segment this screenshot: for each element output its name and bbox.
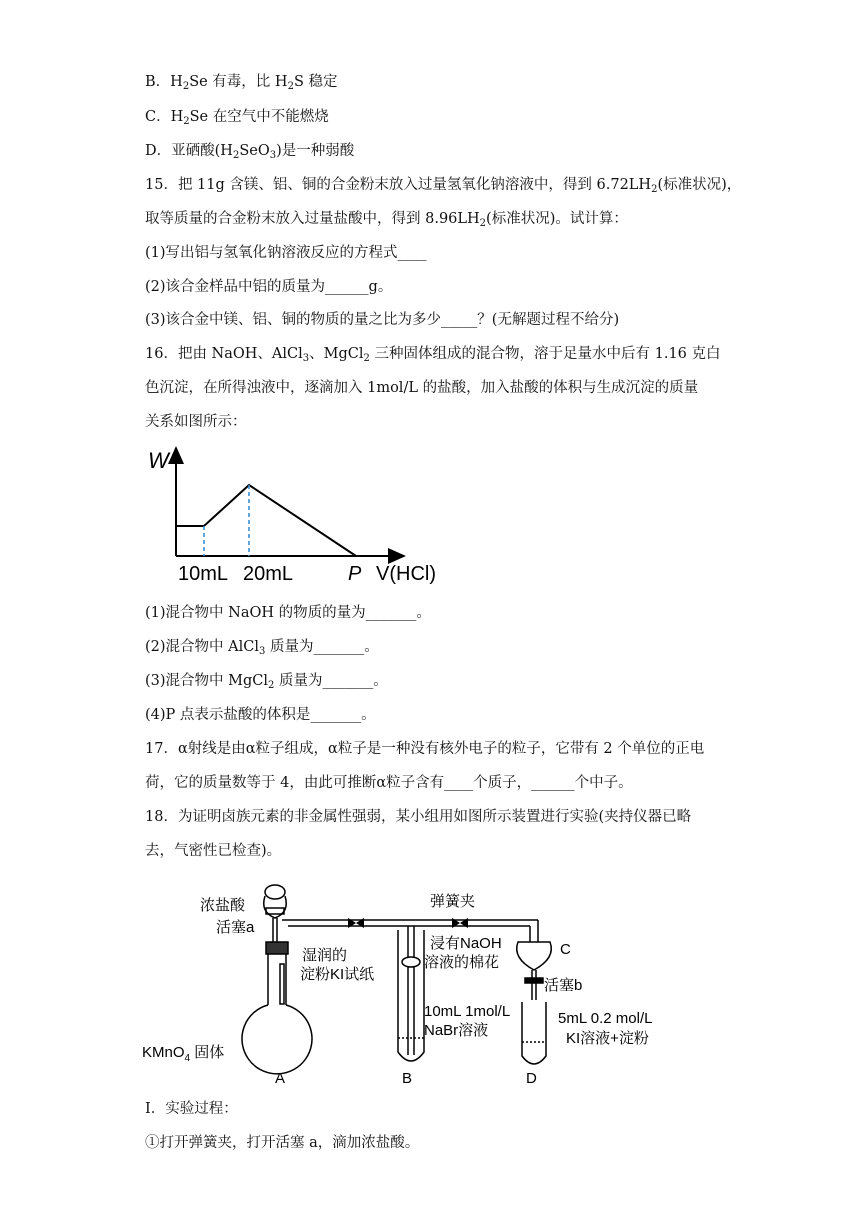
option-b: B．$H_2Se$ 有毒，比 $H_2S$ 稳定 bbox=[145, 74, 338, 92]
q16-part-3: (3)混合物中 MgCl$_2$ 质量为_______。 bbox=[145, 673, 388, 691]
label-ki-2: KI溶液+淀粉 bbox=[566, 1030, 649, 1047]
label-conc-hcl: 浓盐酸 bbox=[200, 897, 246, 914]
q15-part-3: (3)该合金中镁、铝、铜的物质的量之比为多少_____？(无解题过程不给分) bbox=[145, 312, 620, 328]
label-c: C bbox=[560, 941, 571, 958]
q16-stem-1: 16．把由 NaOH、AlCl$_3$、MgCl$_2$ 三种固体组成的混合物，溶于足量水中后有 1.16 克白 bbox=[145, 346, 721, 364]
label-b: B bbox=[402, 1070, 413, 1087]
label-cotton-1: 浸有NaOH bbox=[430, 935, 502, 952]
q17-stem-2: 荷，它的质量数等于 4，由此可推断α粒子含有____个质子，______个中子。 bbox=[145, 775, 633, 791]
label-wet-paper-2: 淀粉KI试纸 bbox=[300, 966, 375, 983]
q18-stem-1: 18．为证明卤族元素的非金属性强弱，某小组用如图所示装置进行实验(夹持仪器已略 bbox=[145, 809, 692, 825]
dropping-funnel bbox=[264, 885, 287, 942]
q16-part-2: (2)混合物中 AlCl$_3$ 质量为_______。 bbox=[145, 639, 379, 657]
option-d: D．亚硒酸$(H_2SeO_3)$是一种弱酸 bbox=[145, 143, 355, 161]
label-a: A bbox=[275, 1070, 286, 1087]
test-tube-b bbox=[398, 930, 424, 1061]
label-nabr-1: 10mL 1mol/L bbox=[424, 1003, 511, 1020]
q15-stem-1: 15．把 11g 含镁、铝、铜的合金粉末放入过量氢氧化钠溶液中，得到 $6.72LH_2$(标准状况)， bbox=[145, 177, 742, 195]
q15-stem-2: 取等质量的合金粉末放入过量盐酸中，得到 $8.96LH_2$(标准状况)。试计算： bbox=[145, 211, 628, 229]
procedure-step-1: ①打开弹簧夹，打开活塞 a，滴加浓盐酸。 bbox=[145, 1135, 420, 1151]
q17-stem-1: 17．α射线是由α粒子组成，α粒子是一种没有核外电子的粒子，它带有 2 个单位的正电 bbox=[145, 741, 705, 757]
label-cotton-2: 溶液的棉花 bbox=[424, 954, 500, 971]
halogen-apparatus-diagram bbox=[140, 880, 700, 1092]
tick-10ml: 10mL bbox=[178, 563, 229, 585]
q16-part-4: (4)P 点表示盐酸的体积是_______。 bbox=[145, 707, 376, 723]
q15-part-1: (1)写出铝与氢氧化钠溶液反应的方程式____ bbox=[145, 245, 427, 261]
q16-part-1: (1)混合物中 NaOH 的物质的量为_______。 bbox=[145, 605, 431, 621]
label-stopcock-a: 活塞a bbox=[216, 919, 255, 936]
x-axis-label: V(HCl) bbox=[376, 563, 436, 585]
point-p-label: P bbox=[348, 563, 362, 585]
label-stopcock-b: 活塞b bbox=[544, 977, 583, 994]
label-clamp: 弹簧夹 bbox=[430, 893, 476, 910]
q16-stem-3: 关系如图所示： bbox=[145, 414, 247, 430]
q15-part-2: (2)该合金样品中铝的质量为______g。 bbox=[145, 279, 393, 295]
label-ki-1: 5mL 0.2 mol/L bbox=[558, 1010, 653, 1027]
q18-stem-2: 去，气密性已检查)。 bbox=[145, 843, 282, 859]
label-wet-paper-1: 湿润的 bbox=[302, 947, 348, 964]
q16-stem-2: 色沉淀，在所得浊液中，逐滴加入 1mol/L 的盐酸，加入盐酸的体积与生成沉淀的质量 bbox=[145, 380, 699, 396]
label-nabr-2: NaBr溶液 bbox=[424, 1022, 489, 1039]
label-kmno4: KMnO$_4$ 固体 bbox=[142, 1044, 225, 1064]
procedure-heading: I．实验过程： bbox=[145, 1101, 238, 1117]
label-d: D bbox=[526, 1070, 537, 1087]
tick-20ml: 20mL bbox=[243, 563, 294, 585]
test-tube-d bbox=[522, 1002, 546, 1064]
y-axis-label: W bbox=[148, 448, 169, 473]
precipitate-graph bbox=[140, 440, 460, 585]
option-c: C．$H_2Se$ 在空气中不能燃烧 bbox=[145, 109, 329, 127]
precipitate-curve bbox=[176, 485, 356, 556]
